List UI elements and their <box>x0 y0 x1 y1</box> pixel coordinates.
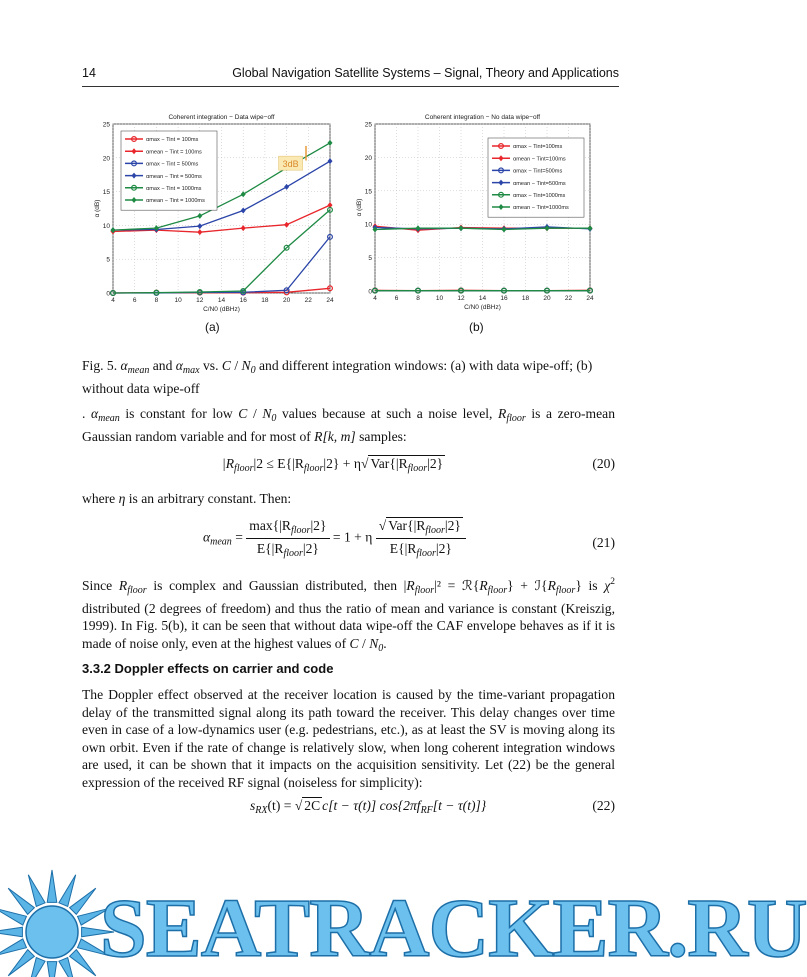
text-segment: N <box>369 636 378 651</box>
text-segment: / <box>359 636 370 651</box>
text-segment: N <box>242 358 251 373</box>
text-segment: 2 <box>610 577 615 587</box>
eq-term: [t − τ(t)]} <box>433 798 486 813</box>
text-segment: / <box>247 406 262 421</box>
equation-number-22: (22) <box>592 798 615 814</box>
sun-ray <box>47 962 57 977</box>
text-segment: R <box>406 578 414 593</box>
eq-sub: RX <box>255 805 267 816</box>
y-tick-label: 20 <box>365 155 373 162</box>
subcaption-a: (a) <box>205 320 220 334</box>
sun-ray <box>59 875 76 907</box>
watermark-text: SEATRACKER.RU <box>100 880 807 977</box>
x-tick-label: 14 <box>479 295 487 302</box>
text-segment: mean <box>128 365 150 376</box>
x-tick-label: 16 <box>500 295 508 302</box>
x-tick-label: 8 <box>416 295 420 302</box>
eq-term: |2} <box>445 518 461 533</box>
text-segment: is constant for low <box>120 406 239 421</box>
text-segment: . <box>82 406 91 421</box>
eq-sub: RF <box>421 805 433 816</box>
running-title: Global Navigation Satellite Systems – Signal, Theory and Applications <box>232 66 619 80</box>
text-segment: and <box>149 358 175 373</box>
text-segment: floor <box>415 585 434 596</box>
legend-label: αmean − Tint = 500ms <box>146 174 202 180</box>
eq-term: max{|R <box>249 518 291 533</box>
page-number: 14 <box>82 66 96 80</box>
paragraph-doppler <box>82 686 615 792</box>
equation-21: $\alpha_{mean}$ = $\frac{\max\{|R_{floor}|2\}}{E\{|R_{floor}|2\}}$ = 1 + η $\frac{√ Var\{|R_{floor}|2\}}{E\{|R_{floor}|2\}}$ <box>203 518 466 559</box>
x-tick-label: 14 <box>218 297 226 304</box>
x-tick-label: 12 <box>457 295 465 302</box>
eq-sub: floor <box>234 463 253 474</box>
chart-svg <box>90 106 340 321</box>
sun-ray <box>0 908 26 925</box>
legend-label: αmax − Tint = 100ms <box>146 137 199 143</box>
text-segment: R <box>498 406 506 421</box>
text-segment: max <box>183 365 200 376</box>
text-segment: mean <box>98 413 120 424</box>
sun-ray <box>28 958 45 977</box>
sun-ray <box>70 950 96 976</box>
text-segment: α <box>121 358 128 373</box>
eq-term: |2} <box>436 541 452 556</box>
eq-term: |2} <box>303 541 319 556</box>
eq-term: = 1 + η <box>330 530 373 545</box>
text-segment: floor <box>488 585 507 596</box>
text-segment: N <box>262 406 271 421</box>
chart-title: Coherent integration − Data wipe−off <box>168 114 274 121</box>
x-tick-label: 6 <box>395 295 399 302</box>
eq-sub: floor <box>291 525 310 536</box>
eq-sub: floor <box>408 463 427 474</box>
text-segment: } + ℐ{ <box>507 578 547 593</box>
text-segment: C <box>350 636 359 651</box>
eq-term: |2} <box>310 518 326 533</box>
eq-term: ≤ E{|R <box>263 456 304 471</box>
eq-term: f <box>417 798 421 813</box>
text-segment: samples: <box>356 429 407 444</box>
eq-sub: floor <box>304 463 323 474</box>
text-segment: values because at such a noise level, <box>276 406 498 421</box>
y-tick-label: 0 <box>368 289 372 296</box>
x-tick-label: 20 <box>543 295 551 302</box>
text-segment: 0 <box>271 413 276 424</box>
text-segment: . <box>383 636 386 651</box>
eq-term: Var{|R <box>370 456 407 471</box>
text-segment: floor <box>127 585 146 596</box>
equation-number-20: (20) <box>592 456 615 472</box>
eq-term: Var{|R <box>388 518 425 533</box>
eq-term: E{|R <box>390 541 417 556</box>
x-tick-label: 20 <box>283 297 291 304</box>
text-segment: Fig. 5. <box>82 358 121 373</box>
text-segment: where <box>82 491 119 506</box>
text-segment: α <box>176 358 183 373</box>
text-segment: is a zero-mean Gaussian random variable and for most of <box>82 406 615 444</box>
text-segment: Since <box>82 578 119 593</box>
x-tick-label: 12 <box>196 297 204 304</box>
y-tick-label: 25 <box>103 122 111 129</box>
text-segment: } is <box>575 578 604 593</box>
text-segment: vs. <box>200 358 222 373</box>
x-axis-label: C/N0 (dBHz) <box>203 306 240 313</box>
x-tick-label: 16 <box>240 297 248 304</box>
text-segment: is complex and Gaussian distributed, then | <box>147 578 407 593</box>
chart-no-data-wipe-off <box>352 106 610 321</box>
eq-sub: floor <box>416 548 435 559</box>
text-segment: The Doppler effect observed at the receiver location is caused by the time-variant propagation delay of the transmitted signal along its path toward the receiver. This delay changes over time even in case of a low-dynamics user (e.g. pedestrians, etc.), as at least the SV is moving along its own orbit. Even if the rate of change is relatively slow, when long coherent integration windows are used, it can be shown that it impacts on the acquisition sensitivity. Let (22) be the general expression of the received RF signal (noiseless for simplicity): <box>82 687 615 790</box>
y-tick-label: 20 <box>103 155 111 162</box>
x-tick-label: 10 <box>436 295 444 302</box>
annotation-label: 3dB <box>283 159 299 169</box>
text-segment: R <box>548 578 556 593</box>
legend-label: αmax − Tint=500ms <box>513 169 562 175</box>
sun-ray <box>8 950 34 976</box>
eq-sub: floor <box>283 548 302 559</box>
text-segment: 0 <box>251 365 256 376</box>
x-tick-label: 10 <box>174 297 182 304</box>
chart-title: Coherent integration − No data wipe−off <box>425 114 540 121</box>
eq-term: E{|R <box>257 541 284 556</box>
sun-ray <box>0 939 26 956</box>
eq-term: c[t − τ(t)] cos{2π <box>322 798 417 813</box>
text-segment: |² = ℛ{ <box>434 578 479 593</box>
x-tick-label: 6 <box>133 297 137 304</box>
x-tick-label: 22 <box>565 295 573 302</box>
y-tick-label: 10 <box>103 223 111 230</box>
section-heading: 3.3.2 Doppler effects on carrier and code <box>82 661 333 676</box>
eq-term: |2} + η <box>323 456 361 471</box>
y-tick-label: 15 <box>365 188 373 195</box>
text-segment: C <box>222 358 231 373</box>
x-tick-label: 18 <box>522 295 530 302</box>
text-segment: α <box>91 406 98 421</box>
eq-sub: floor <box>425 525 444 536</box>
header-rule <box>82 86 619 87</box>
subcaption-b: (b) <box>469 320 484 334</box>
legend-label: αmax − Tint = 1000ms <box>146 186 202 192</box>
eq-sub: mean <box>210 537 232 548</box>
legend-label: αmean − Tint=1000ms <box>513 205 569 211</box>
y-tick-label: 15 <box>103 189 111 196</box>
y-axis-label: α (dB) <box>356 199 363 217</box>
y-tick-label: 5 <box>368 255 372 262</box>
eq-term: |2} <box>427 456 443 471</box>
sun-ray <box>70 888 96 914</box>
legend-label: αmax − Tint=100ms <box>513 144 562 150</box>
text-segment: R <box>119 578 127 593</box>
eq-term: s <box>250 798 255 813</box>
legend-label: αmean − Tint = 1000ms <box>146 198 205 204</box>
x-tick-label: 8 <box>155 297 159 304</box>
equation-number-21: (21) <box>592 535 615 551</box>
text-segment: R <box>314 429 322 444</box>
sun-logo-icon <box>0 860 110 975</box>
x-axis-label: C/N0 (dBHz) <box>464 304 501 311</box>
text-segment: distributed (2 degrees of freedom) and thus the ratio of mean and variance is constant (Kreiszig, 1999). In Fig. 5(b), it can be seen that without data wipe-off the CAF envelope behaves as if it is made of noise only, even at the highest values of <box>82 601 615 651</box>
sun-ray <box>47 870 57 902</box>
text-segment: χ <box>604 578 610 593</box>
figure-caption <box>82 357 615 397</box>
legend-label: αmax − Tint = 500ms <box>146 162 199 168</box>
x-tick-label: 24 <box>326 297 334 304</box>
text-segment: / <box>231 358 242 373</box>
legend-label: αmean − Tint=500ms <box>513 181 566 187</box>
text-segment: floor <box>556 585 575 596</box>
eq-term: 2C <box>302 797 322 813</box>
x-tick-label: 24 <box>586 295 594 302</box>
legend-label: αmax − Tint=1000ms <box>513 193 566 199</box>
eq-term: |2 <box>254 456 264 471</box>
x-tick-label: 4 <box>373 295 377 302</box>
y-tick-label: 10 <box>365 222 373 229</box>
text-segment: floor <box>506 413 525 424</box>
eq-term: α <box>203 530 210 545</box>
x-tick-label: 18 <box>261 297 269 304</box>
paragraph-alpha-mean <box>82 405 615 445</box>
paragraph-complex-gaussian <box>82 574 615 657</box>
y-tick-label: 0 <box>106 291 110 298</box>
text-segment: η <box>119 491 126 506</box>
chart-data-wipe-off <box>90 106 340 321</box>
sun-ray <box>8 888 34 914</box>
text-segment: R <box>479 578 487 593</box>
y-tick-label: 25 <box>365 122 373 129</box>
text-segment: 0 <box>378 643 383 654</box>
text-segment: and different integration windows: (a) with data wipe-off; (b) without data wipe-off <box>82 358 592 396</box>
y-tick-label: 5 <box>106 257 110 264</box>
chart-svg <box>352 106 610 321</box>
eq-term: |R <box>222 456 234 471</box>
sun-ray <box>59 958 76 977</box>
x-tick-label: 22 <box>305 297 313 304</box>
legend-label: αmean − Tint = 100ms <box>146 149 202 155</box>
text-segment: [k, m] <box>322 429 355 444</box>
sun-ray <box>28 875 45 907</box>
text-segment: C <box>238 406 247 421</box>
text-segment: is an arbitrary constant. Then: <box>125 491 291 506</box>
legend-label: αmean − Tint=100ms <box>513 156 566 162</box>
equation-22: $s_{RX}(t)$ = √ 2C c[t − τ(t)] $\cos\{2\pi f_{RF}[t - \tau(t)]\}$ <box>250 798 486 816</box>
sun-ray <box>0 927 22 937</box>
eq-term: (t) = <box>268 798 295 813</box>
y-axis-label: α (dB) <box>94 200 101 218</box>
x-tick-label: 4 <box>111 297 115 304</box>
paragraph-where-eta <box>82 490 615 508</box>
equation-20: $|R_{floor}|2 \le E\{|R_{floor}|2\} + \eta√$ $Var\{|R_{floor}|2\}$ <box>222 456 445 474</box>
